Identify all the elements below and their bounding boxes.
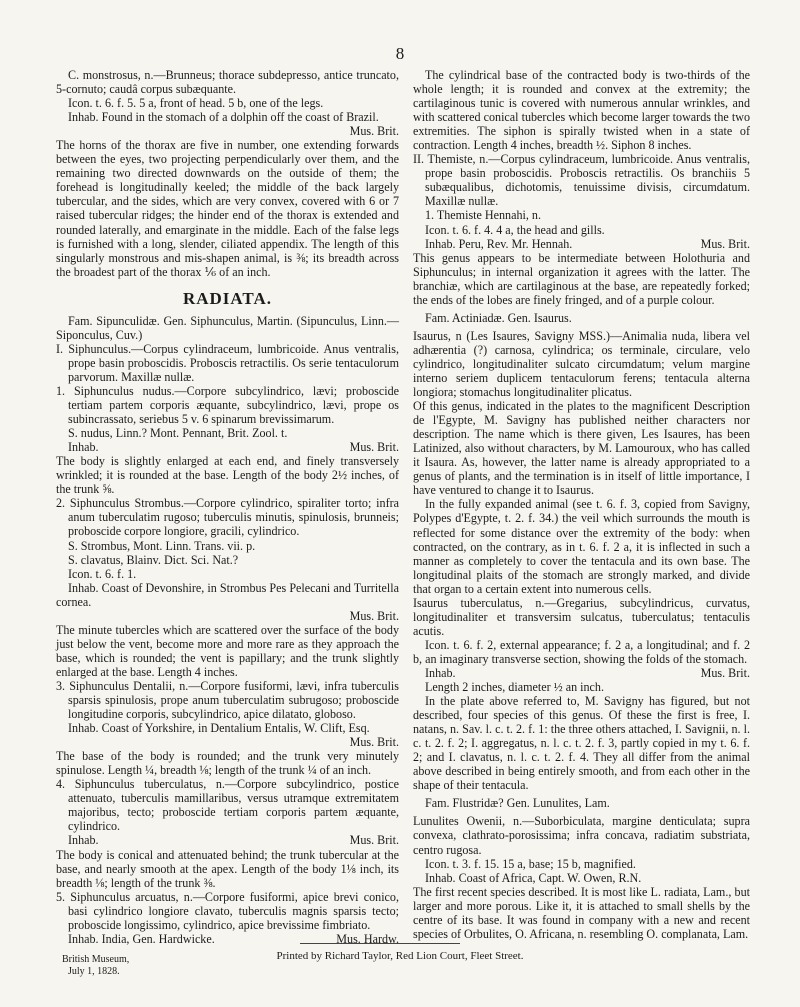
species-entry: 3. Siphunculus Dentalii, n.—Corpore fusiformi, lævi, infra tuberculis sparsis spinulosis, prope anum tuberculatim subrugoso; proboscide longitudine corporis, subcylindrico, apice dilatato, globoso. xyxy=(56,678,399,722)
genus-definition: Isaurus, n (Les Isaures, Savigny MSS.)—Animalia nuda, libera vel adhærentia (?) carnosa, cylindrica; os terminale, circulare, velo cylindrico, longitudinaliter sulcato circumdatum; velum margine interno seriem duplicem tentaculorum ferens; tentacula alterna longiora; stomachus longitudinaliter plicatus. xyxy=(413,328,750,400)
museum-ref: Mus. Hardw. xyxy=(336,931,399,946)
habitat: Inhab. India, Gen. Hardwicke. Mus. Hardw. xyxy=(68,931,399,946)
habitat: Inhab. Mus. Brit. xyxy=(425,665,750,680)
museum-ref: Mus. Brit. xyxy=(349,735,399,750)
museum-ref: Mus. Brit. xyxy=(349,440,399,455)
paragraph: Icon. t. 6. f. 5. 5 a, front of head. 5 b, one of the legs. xyxy=(68,96,324,111)
paragraph: The body is conical and attenuated behind; the trunk tubercular at the base, and nearly smooth at the apex. Length of the body 1⅛ inch, its breadth ⅛; length of the trunk ⅜. xyxy=(56,847,399,890)
museum-ref: Mus. Brit. xyxy=(700,236,750,251)
footnote-line: British Museum, xyxy=(62,953,130,965)
section-heading: RADIATA. xyxy=(182,288,273,308)
measurement: Length 2 inches, diameter ½ an inch. xyxy=(425,680,604,695)
museum-ref: Mus. Brit. xyxy=(700,665,750,680)
species-entry: 1. Siphunculus nudus.—Corpore subcylindrico, lævi; proboscide tertiam partem corporis æquante, subcylindrico, lævi, prope os subincrassato, seriebus 5 v. 6 spinarum brevissimarum. xyxy=(56,383,399,427)
family-line: Fam. Actiniadæ. Gen. Isaurus. xyxy=(425,310,572,325)
synonym: S. clavatus, Blainv. Dict. Sci. Nat.? xyxy=(68,552,239,567)
habitat: Inhab. Coast of Devonshire, in Strombus Pes Pelecani and Turritella cornea. xyxy=(56,580,399,609)
genus-definition: I. Siphunculus.—Corpus cylindraceum, lumbricoide. Anus ventralis, prope basin proboscidis. Proboscis retractilis. Os serie tentaculorum parvorum. Maxillæ nullæ. xyxy=(56,341,399,384)
page-number: 8 xyxy=(395,44,405,63)
paragraph: In the fully expanded animal (see t. 6. f. 3, copied from Savigny, Polypes d'Egypte, t. 2. f. 34.) the veil which surrounds the mouth is reflected for some distance over the extremity of the body: when contracted, on the contrary, as in t. 6. f. 2 a, it is inflected in such a manner as completely to cover the tentacula and its own base. The longitudinal plaits of the stomach are strongly marked, and divide that organ to a certain extent into numerous cells. xyxy=(413,497,750,596)
museum-ref: Mus. Brit. xyxy=(349,608,399,623)
icon-ref: Icon. t. 6. f. 4. 4 a, the head and gills. xyxy=(425,222,605,237)
species-entry: 1. Themiste Hennahi, n. xyxy=(425,208,541,223)
paragraph: The body is slightly enlarged at each end, and finely transversely wrinkled; it is rounded at the base. Length of the body 2½ inches, of the trunk ⅝. xyxy=(56,454,399,497)
species-entry: 5. Siphunculus arcuatus, n.—Corpore fusiformi, apice brevi conico, basi cylindrico longiore clavato, tuberculis magnis sparsis tecto; proboscide longissimo, cylindrico, apice brevissime fimbriato. xyxy=(56,889,399,932)
icon-ref: Icon. t. 6. f. 2, external appearance; f. 2 a, a longitudinal; and f. 2 b, an imaginary transverse section, showing the folds of the stomach. xyxy=(413,637,750,666)
paragraph: Inhab. Found in the stomach of a dolphin off the coast of Brazil. xyxy=(68,110,379,125)
habitat: Inhab. Peru, Rev. Mr. Hennah. Mus. Brit. xyxy=(425,236,750,251)
paragraph: C. monstrosus, n.—Brunneus; thorace subdepresso, antice truncato, 5-cornuto; caudâ corpus subæquante. xyxy=(56,68,399,97)
species-entry: Isaurus tuberculatus, n.—Gregarius, subcylindricus, curvatus, longitudinaliter et transversim sulcatus, tuberculatus; tentaculis acutis. xyxy=(413,595,750,638)
paragraph: The base of the body is rounded; and the trunk very minutely spinulose. Length ¼, breadth ⅛; length of the trunk ¼ of an inch. xyxy=(56,749,399,778)
icon-ref: Icon. t. 3. f. 15. 15 a, base; 15 b, magnified. xyxy=(425,856,636,871)
species-entry: Lunulites Owenii, n.—Suborbiculata, margine denticulata; supra convexa, clathrato-porosissima; infra concava, radiatim substriata, centro rugosa. xyxy=(413,814,750,857)
museum-ref: Mus. Brit. xyxy=(349,833,399,848)
genus-definition: II. Themiste, n.—Corpus cylindraceum, lumbricoide. Anus ventralis, prope basin proboscidis. Proboscis retractilis. Os branchiis 5 subæqualibus, dichotomis, tenuissime divisis, circumdatum. Maxillæ nullæ. xyxy=(413,152,750,209)
divider xyxy=(300,943,460,944)
left-column xyxy=(56,68,399,978)
right-column xyxy=(413,68,750,941)
family-line: Fam. Flustridæ? Gen. Lunulites, Lam. xyxy=(425,796,610,811)
museum-ref: Mus. Brit. xyxy=(349,124,399,139)
species-entry: 4. Siphunculus tuberculatus, n.—Corpore subcylindrico, postice attenuato, tuberculis mamillaribus, versus utramque extremitatem majoribus, tecto; proboscide tertiam corporis partem æquante, cylindrico. xyxy=(56,777,399,834)
paragraph: The cylindrical base of the contracted body is two-thirds of the whole length; it is rounded and convex at the extremity; the cartilaginous tunic is covered with numerous annular wrinkles, and with scattered conical tubercles which become larger towards the two extremities. The siphon is spirally twisted when in a state of contraction. Length 4 inches, breadth ½. Siphon 8 inches. xyxy=(413,68,750,153)
habitat: Inhab. Coast of Yorkshire, in Dentalium Entalis, W. Clift, Esq. xyxy=(68,721,370,736)
family-line: Fam. Sipunculidæ. Gen. Siphunculus, Martin. (Sipunculus, Linn.—Siponculus, Cuv.) xyxy=(56,313,399,342)
footnote-date: July 1, 1828. xyxy=(68,965,120,977)
synonym: S. nudus, Linn.? Mont. Pennant, Brit. Zool. t. xyxy=(68,426,288,441)
printer-imprint: Printed by Richard Taylor, Red Lion Court, Fleet Street. xyxy=(276,950,524,962)
paragraph: This genus appears to be intermediate between Holothuria and Siphunculus; in internal organization it agrees with the latter. The branchiæ, which are cartilaginous at the base, are repeatedly forked; the ends of the lobes are finely fringed, and of a purple colour. xyxy=(413,250,750,307)
habitat: Inhab. Mus. Brit. xyxy=(68,440,399,455)
habitat: Inhab. Coast of Africa, Capt. W. Owen, R.N. xyxy=(425,870,642,885)
paragraph: The first recent species described. It is most like L. radiata, Lam., but larger and more porous. Like it, it is attached to small shells by the centre of its base. It was found in company with a new and recent species of Orbulites, O. Africana, n. resembling O. complanata, Lam. xyxy=(413,884,750,941)
paragraph: In the plate above referred to, M. Savigny has figured, but not described, four species of this genus. Of these the first is free, I. natans, n. Sav. l. c. t. 2. f. 1: the three others attached, I. Savignii, n. l. c. t. 2. f. 2; I. aggregatus, n. l. c. t. 2. f. 3, partly copied in my t. 6. f. 2; and I. clavatus, n. l. c. t. 2. f. 4. They all differ from the animal above described in being entirely smooth, and from each other in the shape of their tentacula. xyxy=(413,694,750,793)
paragraph: The horns of the thorax are five in number, one extending forwards between the eyes, two projecting perpendicularly over them, and the remaining two directed downwards on the outside of them; the forehead is longitudinally keeled; the middle of the back largely tubercular, and the sides, which are very convex, covered with 6 or 7 raised tubercular ridges; the hinder end of the thorax is extended and rounded laterally, and emarginate in the middle. Each of the false legs is furnished with a long, slender, ciliated appendix. The length of this singularly monstrous and mis-shapen animal, is ⅜; its breadth across the broadest part of the thorax ⅙ of an inch. xyxy=(56,138,399,279)
paragraph: The minute tubercles which are scattered over the surface of the body just below the vent, become more and more rare as they approach the base, which is rounded; the vent is papillary; and the trunk slightly enlarged at the base. Length 4 inches. xyxy=(56,622,399,679)
synonym: S. Strombus, Mont. Linn. Trans. vii. p. xyxy=(68,538,256,553)
habitat: Inhab. Mus. Brit. xyxy=(68,833,399,848)
icon-ref: Icon. t. 6. f. 1. xyxy=(68,566,137,581)
species-entry: 2. Siphunculus Strombus.—Corpore cylindrico, spiraliter torto; infra anum tuberculatim rugoso; tuberculis minutis, spinulosis, brunneis; proboscide corpore longiore, gracili, cylindrico. xyxy=(56,496,399,539)
paragraph: Of this genus, indicated in the plates to the magnificent Description de l'Egypte, M. Savigny has published neither characters nor description. The name which is there given, Les Isaures, has been Latinized, also without characters, by M. Lamouroux, who has called it Isaura. As, however, the latter name is already appropriated to a genus of plants, and the termination is in itself of little importance, I have ventured to change it to Isaurus. xyxy=(413,399,750,498)
